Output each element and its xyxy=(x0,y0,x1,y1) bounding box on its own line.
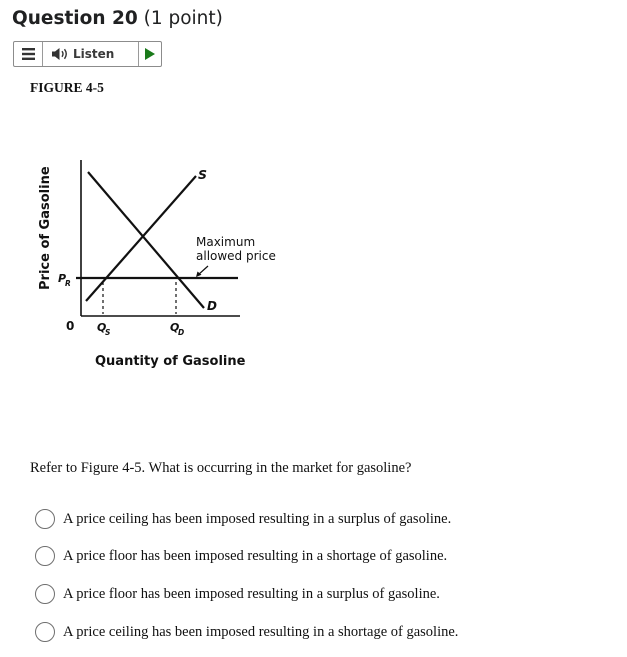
question-points: (1 point) xyxy=(143,8,223,29)
price-ceiling-figure xyxy=(0,140,310,380)
radio-button[interactable] xyxy=(35,546,55,566)
qd-subscript: D xyxy=(178,328,185,337)
question-title xyxy=(12,8,223,29)
price-label: P xyxy=(58,272,67,285)
radio-button[interactable] xyxy=(35,622,55,642)
figure-label: FIGURE 4-5 xyxy=(30,80,104,95)
price-subscript: R xyxy=(65,279,71,288)
radio-button[interactable] xyxy=(35,584,55,604)
answer-option[interactable] xyxy=(35,584,555,606)
qs-label: Q xyxy=(97,321,107,334)
answer-option-label: A price ceiling has been imposed resulting in a surplus of gasoline. xyxy=(63,511,452,527)
y-axis-label: Price of Gasoline xyxy=(38,166,53,290)
play-icon xyxy=(138,42,161,66)
answer-option-label: A price floor has been imposed resulting in a shortage of gasoline. xyxy=(63,548,448,564)
origin-label: 0 xyxy=(66,319,75,333)
menu-icon xyxy=(14,42,42,66)
radio-button[interactable] xyxy=(35,509,55,529)
listen-toolbar xyxy=(13,41,162,67)
listen-button[interactable] xyxy=(42,42,139,66)
answer-option-label: A price floor has been imposed resulting in a surplus of gasoline. xyxy=(63,586,440,602)
annotation-line1: Maximum xyxy=(196,235,256,249)
listen-label: Listen xyxy=(73,47,115,61)
demand-label: D xyxy=(207,299,217,313)
menu-button[interactable] xyxy=(14,42,43,66)
question-prompt: Refer to Figure 4-5. What is occurring in the market for gasoline? xyxy=(30,460,412,476)
answer-option-label: A price ceiling has been imposed resulting in a shortage of gasoline. xyxy=(63,624,459,640)
play-button[interactable] xyxy=(138,42,161,66)
answer-option[interactable] xyxy=(35,622,555,644)
speaker-icon xyxy=(50,46,72,62)
question-number: Question 20 xyxy=(12,8,138,29)
supply-label: S xyxy=(198,167,208,182)
answer-option[interactable] xyxy=(35,546,555,568)
annotation-line2: allowed price xyxy=(196,249,276,263)
demand-curve xyxy=(88,172,204,308)
x-axis-label: Quantity of Gasoline xyxy=(95,354,246,369)
answer-option[interactable] xyxy=(35,509,555,531)
qd-label: Q xyxy=(170,321,180,334)
qs-subscript: S xyxy=(105,328,111,337)
